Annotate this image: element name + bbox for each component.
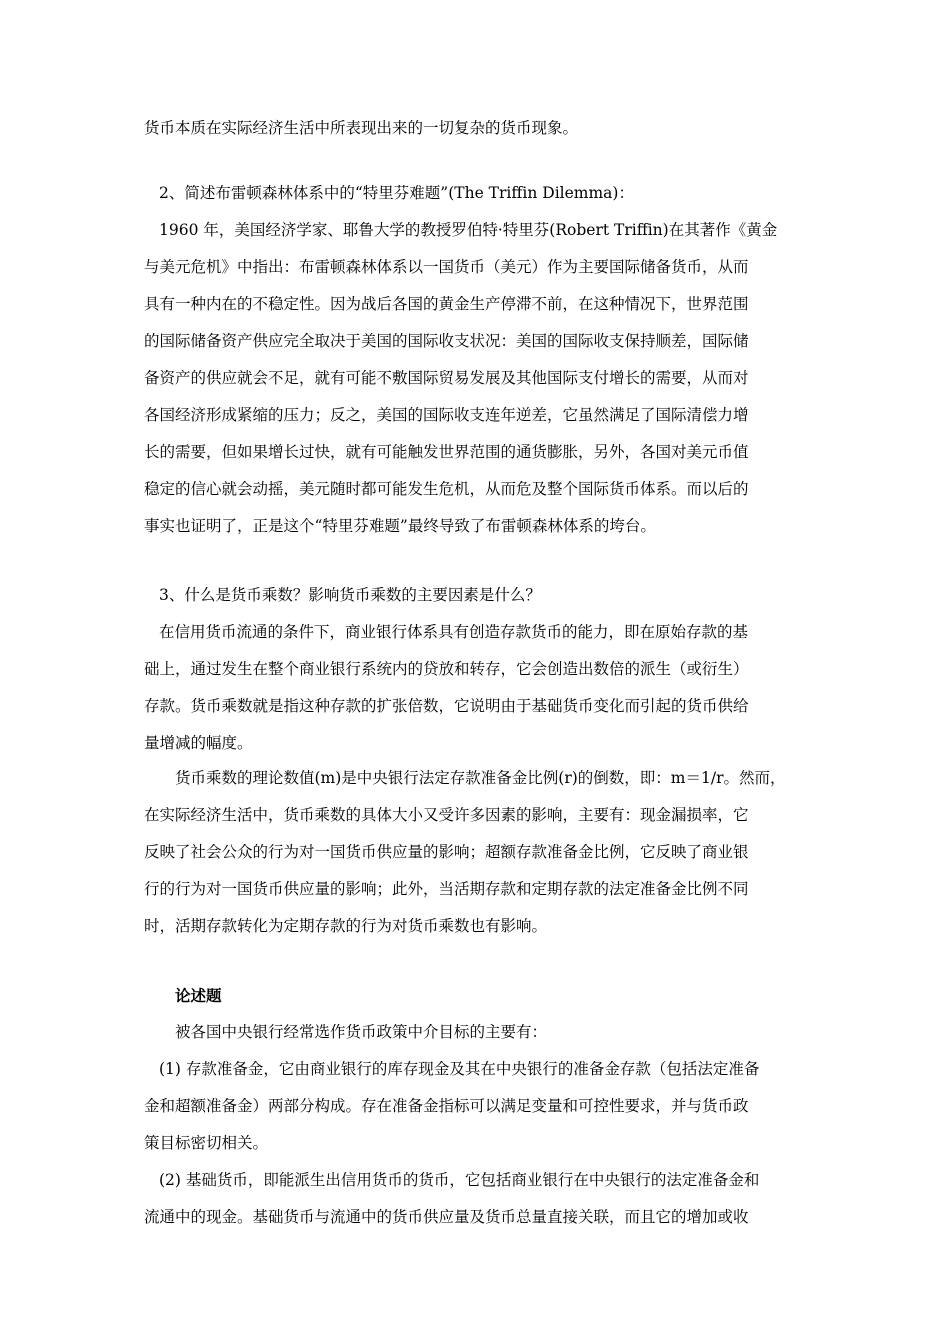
question-heading: 3、什么是货币乘数？影响货币乘数的主要因素是什么？ [159,586,541,604]
question-heading: 2、简述布雷顿森林体系中的“特里芬难题”(The Triffin Dilemma)： [159,184,634,202]
paragraph-line: 金和超额准备金）两部分构成。存在准备金指标可以满足变量和可控性要求，并与货币政 [144,1097,749,1115]
paragraph-line: 础上，通过发生在整个商业银行系统内的贷放和转存，它会创造出数倍的派生（或衍生） [144,660,749,678]
paragraph-line: 事实也证明了，正是这个“特里芬难题”最终导致了布雷顿森林体系的垮台。 [144,517,656,535]
paragraph-line: 在信用货币流通的条件下，商业银行体系具有创造存款货币的能力，即在原始存款的基 [159,623,749,641]
paragraph-line: 反映了社会公众的行为对一国货币供应量的影响；超额存款准备金比例，它反映了商业银 [144,843,749,861]
paragraph-line: 量增减的幅度。 [144,734,253,752]
paragraph-line: 在实际经济生活中，货币乘数的具体大小又受许多因素的影响，主要有：现金漏损率，它 [144,806,749,824]
paragraph-line: 存款。货币乘数就是指这种存款的扩张倍数，它说明由于基础货币变化而引起的货币供给 [144,697,749,715]
paragraph-line: 策目标密切相关。 [144,1134,269,1152]
paragraph-line: 1960 年，美国经济学家、耶鲁大学的教授罗伯特·特里芬(Robert Triffin)在其著作《黄金 [159,221,778,239]
paragraph-line: 被各国中央银行经常选作货币政策中介目标的主要有： [175,1023,548,1041]
paragraph-line: 行的行为对一国货币供应量的影响；此外，当活期存款和定期存款的法定准备金比例不同 [144,880,749,898]
paragraph-line: 流通中的现金。基础货币与流通中的货币供应量及货币总量直接关联，而且它的增加或收 [144,1208,749,1226]
section-heading: 论述题 [175,986,222,1005]
paragraph-line: 具有一种内在的不稳定性。因为战后各国的黄金生产停滞不前，在这种情况下，世界范围 [144,295,749,313]
paragraph-line: 稳定的信心就会动摇，美元随时都可能发生危机，从而危及整个国际货币体系。而以后的 [144,480,749,498]
paragraph-line: 的国际储备资产供应完全取决于美国的国际收支状况：美国的国际收支保持顺差，国际储 [144,332,749,350]
paragraph-line: 与美元危机》中指出：布雷顿森林体系以一国货币（美元）作为主要国际储备货币，从而 [144,258,749,276]
paragraph-line: 货币本质在实际经济生活中所表现出来的一切复杂的货币现象。 [144,119,579,137]
paragraph-line: (1) 存款准备金，它由商业银行的库存现金及其在中央银行的准备金存款（包括法定准备 [159,1060,760,1078]
paragraph-line: 时，活期存款转化为定期存款的行为对货币乘数也有影响。 [144,917,548,935]
paragraph-line: 各国经济形成紧缩的压力；反之，美国的国际收支连年逆差，它虽然满足了国际清偿力增 [144,406,749,424]
paragraph-line: 长的需要，但如果增长过快，就有可能触发世界范围的通货膨胀，另外，各国对美元币值 [144,443,749,461]
paragraph-line: (2) 基础货币，即能派生出信用货币的货币，它包括商业银行在中央银行的法定准备金和 [159,1171,760,1189]
paragraph-line: 货币乘数的理论数值(m)是中央银行法定存款准备金比例(r)的倒数，即：m＝1/r。然而， [175,769,786,787]
paragraph-line: 备资产的供应就会不足，就有可能不敷国际贸易发展及其他国际支付增长的需要，从而对 [144,369,749,387]
